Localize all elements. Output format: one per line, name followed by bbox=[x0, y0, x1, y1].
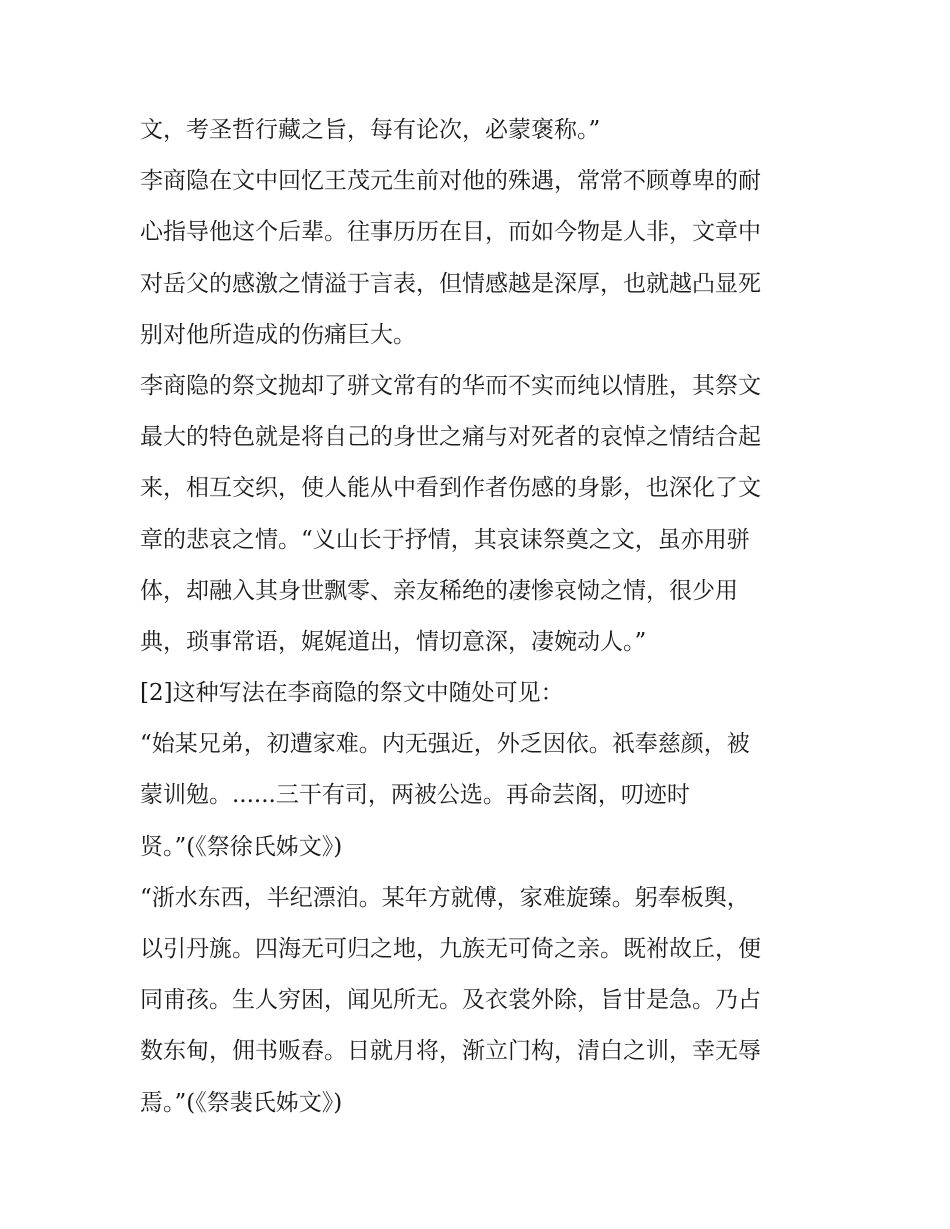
text-line: 数东甸，佣书贩舂。日就月将，渐立门构，清白之训，幸无辱 bbox=[140, 1038, 761, 1065]
text-line: 来，相互交织，使人能从中看到作者伤感的身影，也深化了文 bbox=[140, 475, 761, 502]
text-line: 文，考圣哲行藏之旨，每有论次，必蒙褒称。” bbox=[140, 117, 601, 143]
text-line: 贤。”(《祭徐氏姊文》) bbox=[140, 833, 343, 860]
text-line: 典，琐事常语，娓娓道出，情切意深，凄婉动人。” bbox=[140, 628, 647, 655]
text-line: 心指导他这个后辈。往事历历在目，而如今物是人非，文章中 bbox=[140, 219, 761, 246]
text-line: 别对他所造成的伤痛巨大。 bbox=[140, 321, 416, 348]
text-line: “浙水东西，半纪漂泊。某年方就傅，家难旋臻。躬奉板舆， bbox=[140, 884, 750, 911]
text-line: 以引丹旐。四海无可归之地，九族无可倚之亲。既袝故丘，便 bbox=[140, 936, 761, 962]
text-line: 蒙训勉。......三干有司，两被公选。再命芸阁，叨迹时 bbox=[140, 782, 690, 809]
text-line: 对岳父的感激之情溢于言表，但情感越是深厚，也就越凸显死 bbox=[140, 270, 761, 297]
body-text bbox=[140, 105, 820, 1129]
text-line: 体，却融入其身世飘零、亲友稀绝的凄惨哀恸之情，很少用 bbox=[140, 577, 738, 604]
text-line: 同甫孩。生人穷困，闻见所无。及衣裳外除，旨甘是急。乃占 bbox=[140, 987, 761, 1014]
text-line: [2]这种写法在李商隐的祭文中随处可见： bbox=[140, 680, 564, 707]
text-line: 李商隐在文中回忆王茂元生前对他的殊遇，常常不顾尊卑的耐 bbox=[140, 168, 761, 195]
text-line: 章的悲哀之情。“义山长于抒情，其哀诔祭奠之文，虽亦用骈 bbox=[140, 526, 750, 553]
text-line: “始某兄弟，初遭家难。内无强近，外乏因依。祇奉慈颜，被 bbox=[140, 731, 750, 758]
text-line: 最大的特色就是将自己的身世之痛与对死者的哀悼之情结合起 bbox=[140, 424, 761, 451]
text-line: 焉。”(《祭裴氏姊文》) bbox=[140, 1089, 343, 1116]
text-line: 李商隐的祭文抛却了骈文常有的华而不实而纯以情胜，其祭文 bbox=[140, 372, 761, 399]
